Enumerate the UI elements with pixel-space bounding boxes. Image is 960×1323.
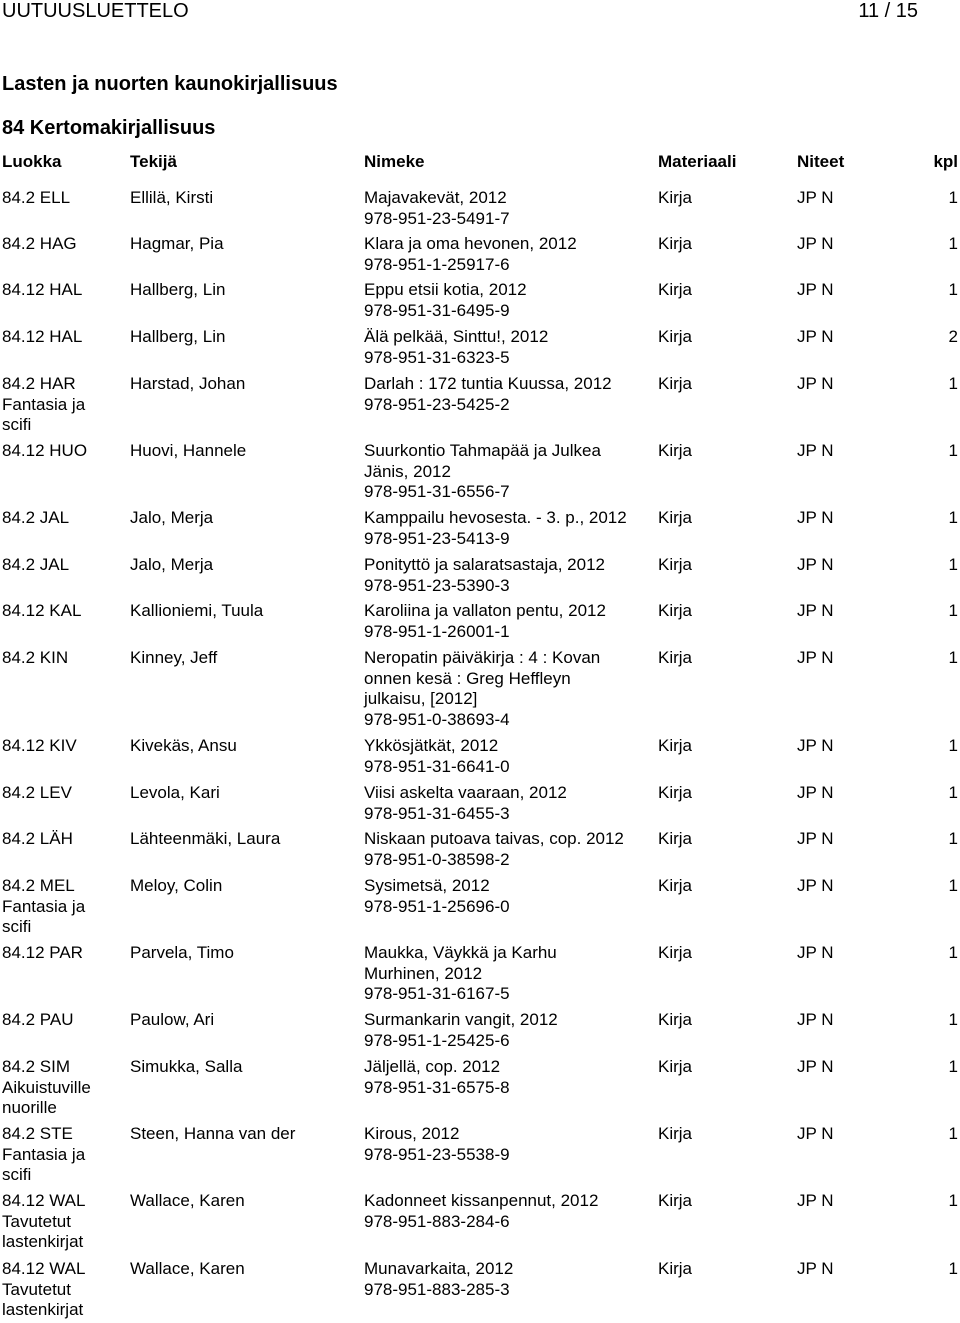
luokka-cell <box>2 943 83 964</box>
nimeke-cell <box>364 876 510 917</box>
kpl-cell: 1 <box>948 876 958 895</box>
materiaali-cell: Kirja <box>658 943 693 962</box>
kpl-cell: 1 <box>948 1057 958 1076</box>
tekija-cell: Jalo, Merja <box>130 508 214 527</box>
kpl-cell: 1 <box>948 829 958 848</box>
nimeke-cell-line: Murhinen, 2012 <box>364 963 483 983</box>
luokka-cell-line: 84.12 HUO <box>2 441 88 460</box>
luokka-cell-line: Tavutetut <box>2 1279 71 1299</box>
niteet-cell: JP N <box>797 648 834 667</box>
tekija-cell: Paulow, Ari <box>130 1010 215 1029</box>
niteet-cell: JP N <box>797 601 834 620</box>
nimeke-cell <box>364 1259 513 1300</box>
kpl-cell: 1 <box>948 943 958 962</box>
nimeke-cell <box>364 1191 598 1232</box>
nimeke-cell-line: Kamppailu hevosesta. - 3. p., 2012 <box>364 508 627 527</box>
nimeke-cell-line: 978-951-31-6323-5 <box>364 347 510 367</box>
materiaali-cell: Kirja <box>658 280 693 299</box>
luokka-cell-line: lastenkirjat <box>2 1232 84 1251</box>
luokka-cell-line: 84.2 PAU <box>2 1010 74 1029</box>
nimeke-cell-line: Munavarkaita, 2012 <box>364 1259 514 1278</box>
materiaali-cell: Kirja <box>658 188 693 207</box>
section-subtitle: 84 Kertomakirjallisuus <box>2 117 216 139</box>
column-header-materiaali: Materiaali <box>658 152 737 171</box>
materiaali-cell: Kirja <box>658 374 693 393</box>
niteet-cell: JP N <box>797 374 834 393</box>
nimeke-cell <box>364 234 577 275</box>
niteet-cell: JP N <box>797 555 834 574</box>
nimeke-cell-line: Klara ja oma hevonen, 2012 <box>364 234 577 253</box>
materiaali-cell: Kirja <box>658 327 693 346</box>
tekija-cell: Huovi, Hannele <box>130 441 247 460</box>
luokka-cell <box>2 280 82 301</box>
materiaali-cell: Kirja <box>658 783 693 802</box>
kpl-cell: 2 <box>948 327 958 346</box>
nimeke-cell-line: 978-951-31-6556-7 <box>364 482 510 501</box>
tekija-cell: Kivekäs, Ansu <box>130 736 237 755</box>
nimeke-cell-line: Jänis, 2012 <box>364 461 451 481</box>
tekija-cell: Lähteenmäki, Laura <box>130 829 281 848</box>
nimeke-cell-line: 978-951-31-6455-3 <box>364 803 510 823</box>
materiaali-cell: Kirja <box>658 601 693 620</box>
tekija-cell: Kinney, Jeff <box>130 648 218 667</box>
luokka-cell-line: 84.12 PAR <box>2 943 83 962</box>
luokka-cell <box>2 327 82 348</box>
luokka-cell <box>2 1259 85 1321</box>
nimeke-cell <box>364 188 510 229</box>
luokka-cell <box>2 1124 85 1186</box>
nimeke-cell-line: 978-951-0-38598-2 <box>364 849 510 869</box>
materiaali-cell: Kirja <box>658 736 693 755</box>
nimeke-cell-line: Surmankarin vangit, 2012 <box>364 1010 558 1029</box>
luokka-cell-line: 84.12 WAL <box>2 1191 86 1210</box>
luokka-cell-line: Fantasia ja <box>2 1144 86 1164</box>
niteet-cell: JP N <box>797 508 834 527</box>
niteet-cell: JP N <box>797 1010 834 1029</box>
column-header-tekija: Tekijä <box>130 152 177 171</box>
nimeke-cell-line: 978-951-31-6575-8 <box>364 1077 510 1097</box>
tekija-cell: Levola, Kari <box>130 783 220 802</box>
nimeke-cell-line: Maukka, Väykkä ja Karhu <box>364 943 557 962</box>
luokka-cell <box>2 555 69 576</box>
kpl-cell: 1 <box>948 601 958 620</box>
luokka-cell-line: scifi <box>2 917 32 936</box>
tekija-cell: Steen, Hanna van der <box>130 1124 296 1143</box>
nimeke-cell-line: Kirous, 2012 <box>364 1124 460 1143</box>
niteet-cell: JP N <box>797 1191 834 1210</box>
kpl-cell: 1 <box>948 508 958 527</box>
kpl-cell: 1 <box>948 188 958 207</box>
luokka-cell <box>2 783 72 804</box>
tekija-cell: Hallberg, Lin <box>130 327 226 346</box>
luokka-cell <box>2 648 68 669</box>
nimeke-cell-line: 978-951-1-26001-1 <box>364 621 510 641</box>
nimeke-cell <box>364 1057 510 1098</box>
luokka-cell-line: Aikuistuville <box>2 1077 91 1097</box>
section-title: Lasten ja nuorten kaunokirjallisuus <box>2 73 338 95</box>
column-header-nimeke: Nimeke <box>364 152 425 171</box>
luokka-cell-line: 84.2 LEV <box>2 783 72 802</box>
luokka-cell-line: 84.12 HAL <box>2 327 83 346</box>
luokka-cell-line: 84.2 ELL <box>2 188 71 207</box>
materiaali-cell: Kirja <box>658 441 693 460</box>
materiaali-cell: Kirja <box>658 1124 693 1143</box>
tekija-cell: Simukka, Salla <box>130 1057 243 1076</box>
nimeke-cell-line: Kadonneet kissanpennut, 2012 <box>364 1191 599 1210</box>
materiaali-cell: Kirja <box>658 555 693 574</box>
luokka-cell <box>2 1010 74 1031</box>
nimeke-cell-line: julkaisu, [2012] <box>364 689 478 708</box>
kpl-cell: 1 <box>948 1010 958 1029</box>
nimeke-cell-line: Jäljellä, cop. 2012 <box>364 1057 501 1076</box>
luokka-cell <box>2 188 70 209</box>
nimeke-cell-line: 978-951-23-5538-9 <box>364 1144 510 1164</box>
luokka-cell <box>2 829 73 850</box>
luokka-cell-line: 84.2 LÄH <box>2 829 73 848</box>
column-header-luokka: Luokka <box>2 152 62 171</box>
kpl-cell: 1 <box>948 555 958 574</box>
luokka-cell-line: 84.2 JAL <box>2 555 70 574</box>
luokka-cell-line: 84.12 HAL <box>2 280 83 299</box>
luokka-cell-line: 84.2 STE <box>2 1124 73 1143</box>
niteet-cell: JP N <box>797 327 834 346</box>
page-number: 11 / 15 <box>858 0 918 22</box>
nimeke-cell-line: Ponityttö ja salaratsastaja, 2012 <box>364 555 605 574</box>
nimeke-cell-line: 978-951-23-5390-3 <box>364 575 510 595</box>
materiaali-cell: Kirja <box>658 1010 693 1029</box>
kpl-cell: 1 <box>948 441 958 460</box>
column-header-kpl: kpl <box>933 152 958 171</box>
luokka-cell <box>2 601 81 622</box>
nimeke-cell <box>364 1010 558 1051</box>
nimeke-cell <box>364 783 567 824</box>
kpl-cell: 1 <box>948 234 958 253</box>
luokka-cell-line: 84.2 HAR <box>2 374 76 393</box>
luokka-cell <box>2 1057 91 1119</box>
tekija-cell: Hagmar, Pia <box>130 234 224 253</box>
niteet-cell: JP N <box>797 736 834 755</box>
nimeke-cell-line: 978-951-1-25425-6 <box>364 1030 510 1050</box>
kpl-cell: 1 <box>948 280 958 299</box>
luokka-cell-line: Fantasia ja <box>2 394 86 414</box>
tekija-cell: Parvela, Timo <box>130 943 234 962</box>
nimeke-cell <box>364 280 527 321</box>
materiaali-cell: Kirja <box>658 876 693 895</box>
materiaali-cell: Kirja <box>658 1259 693 1278</box>
kpl-cell: 1 <box>948 648 958 667</box>
niteet-cell: JP N <box>797 783 834 802</box>
nimeke-cell-line: 978-951-0-38693-4 <box>364 709 510 729</box>
nimeke-cell <box>364 601 606 642</box>
niteet-cell: JP N <box>797 1057 834 1076</box>
nimeke-cell-line: Sysimetsä, 2012 <box>364 876 490 895</box>
tekija-cell: Meloy, Colin <box>130 876 223 895</box>
nimeke-cell-line: 978-951-23-5413-9 <box>364 528 510 548</box>
kpl-cell: 1 <box>948 1191 958 1210</box>
nimeke-cell-line: Ykkösjätkät, 2012 <box>364 736 499 755</box>
niteet-cell: JP N <box>797 441 834 460</box>
nimeke-cell-line: 978-951-31-6167-5 <box>364 984 510 1003</box>
niteet-cell: JP N <box>797 188 834 207</box>
nimeke-cell-line: 978-951-23-5425-2 <box>364 394 510 414</box>
niteet-cell: JP N <box>797 876 834 895</box>
niteet-cell: JP N <box>797 234 834 253</box>
nimeke-cell-line: 978-951-883-285-3 <box>364 1279 510 1299</box>
niteet-cell: JP N <box>797 943 834 962</box>
materiaali-cell: Kirja <box>658 234 693 253</box>
tekija-cell: Ellilä, Kirsti <box>130 188 214 207</box>
materiaali-cell: Kirja <box>658 829 693 848</box>
nimeke-cell-line: Eppu etsii kotia, 2012 <box>364 280 527 299</box>
luokka-cell-line: Fantasia ja <box>2 896 86 916</box>
kpl-cell: 1 <box>948 1124 958 1143</box>
luokka-cell-line: 84.12 KIV <box>2 736 77 755</box>
column-header-niteet: Niteet <box>797 152 845 171</box>
luokka-cell-line: 84.2 HAG <box>2 234 77 253</box>
luokka-cell-line: 84.2 MEL <box>2 876 75 895</box>
nimeke-cell <box>364 555 605 596</box>
luokka-cell <box>2 876 85 938</box>
tekija-cell: Kallioniemi, Tuula <box>130 601 264 620</box>
luokka-cell <box>2 1191 85 1253</box>
materiaali-cell: Kirja <box>658 648 693 667</box>
document-title: UUTUUSLUETTELO <box>2 0 189 22</box>
nimeke-cell-line: 978-951-31-6495-9 <box>364 300 510 320</box>
nimeke-cell-line: Neropatin päiväkirja : 4 : Kovan <box>364 648 601 667</box>
materiaali-cell: Kirja <box>658 1057 693 1076</box>
niteet-cell: JP N <box>797 829 834 848</box>
luokka-cell-line: 84.12 WAL <box>2 1259 86 1278</box>
kpl-cell: 1 <box>948 374 958 393</box>
nimeke-cell <box>364 829 624 870</box>
nimeke-cell <box>364 441 601 503</box>
luokka-cell-line: lastenkirjat <box>2 1300 84 1319</box>
nimeke-cell-line: Älä pelkää, Sinttu!, 2012 <box>364 327 549 346</box>
nimeke-cell-line: 978-951-1-25917-6 <box>364 254 510 274</box>
tekija-cell: Wallace, Karen <box>130 1191 245 1210</box>
nimeke-cell-line: 978-951-23-5491-7 <box>364 208 510 228</box>
nimeke-cell-line: Majavakevät, 2012 <box>364 188 507 207</box>
nimeke-cell-line: Darlah : 172 tuntia Kuussa, 2012 <box>364 374 612 393</box>
luokka-cell-line: scifi <box>2 415 32 434</box>
nimeke-cell-line: Niskaan putoava taivas, cop. 2012 <box>364 829 624 848</box>
nimeke-cell-line: Karoliina ja vallaton pentu, 2012 <box>364 601 606 620</box>
nimeke-cell <box>364 374 612 415</box>
luokka-cell-line: nuorille <box>2 1098 57 1117</box>
nimeke-cell-line: 978-951-883-284-6 <box>364 1211 510 1231</box>
materiaali-cell: Kirja <box>658 508 693 527</box>
luokka-cell-line: Tavutetut <box>2 1211 71 1231</box>
tekija-cell: Wallace, Karen <box>130 1259 245 1278</box>
nimeke-cell <box>364 508 627 549</box>
luokka-cell-line: 84.12 KAL <box>2 601 82 620</box>
kpl-cell: 1 <box>948 736 958 755</box>
luokka-cell <box>2 508 69 529</box>
tekija-cell: Hallberg, Lin <box>130 280 226 299</box>
nimeke-cell <box>364 943 557 1005</box>
nimeke-cell-line: 978-951-1-25696-0 <box>364 896 510 916</box>
kpl-cell: 1 <box>948 1259 958 1278</box>
luokka-cell-line: 84.2 KIN <box>2 648 69 667</box>
luokka-cell <box>2 234 77 255</box>
nimeke-cell-line: 978-951-31-6641-0 <box>364 756 510 776</box>
nimeke-cell-line: Viisi askelta vaaraan, 2012 <box>364 783 567 802</box>
nimeke-cell-line: Suurkontio Tahmapää ja Julkea <box>364 441 601 460</box>
nimeke-cell <box>364 327 548 368</box>
luokka-cell-line: 84.2 JAL <box>2 508 70 527</box>
luokka-cell-line: scifi <box>2 1165 32 1184</box>
nimeke-cell <box>364 648 600 730</box>
luokka-cell-line: 84.2 SIM <box>2 1057 71 1076</box>
niteet-cell: JP N <box>797 280 834 299</box>
kpl-cell: 1 <box>948 783 958 802</box>
luokka-cell <box>2 374 85 436</box>
luokka-cell <box>2 736 77 757</box>
nimeke-cell-line: onnen kesä : Greg Heffleyn <box>364 668 571 688</box>
niteet-cell: JP N <box>797 1124 834 1143</box>
nimeke-cell <box>364 1124 510 1165</box>
tekija-cell: Jalo, Merja <box>130 555 214 574</box>
nimeke-cell <box>364 736 510 777</box>
materiaali-cell: Kirja <box>658 1191 693 1210</box>
luokka-cell <box>2 441 87 462</box>
tekija-cell: Harstad, Johan <box>130 374 246 393</box>
niteet-cell: JP N <box>797 1259 834 1278</box>
